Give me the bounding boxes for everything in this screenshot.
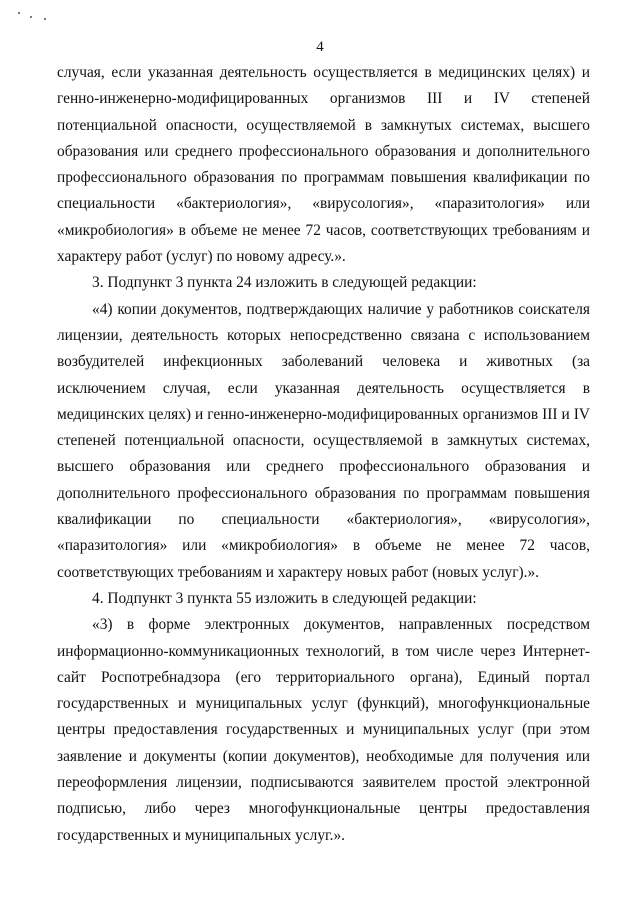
scan-artifact bbox=[18, 10, 48, 22]
document-body bbox=[57, 60, 590, 849]
paragraph-item-4: 4. Подпункт 3 пункта 55 изложить в следующей редакции: bbox=[92, 589, 477, 607]
page-number: 4 bbox=[316, 39, 324, 55]
paragraph-continuation: случая, если указанная деятельность осуществляется в медицинских целях) и генно-инженерно-модифицированных организмов III и IV степеней потенциальной опасности, осуществляемой в замкнутых системах, высшего образования или среднего профессионального образования и дополнительного профессионального образования по программам повышения квалификации по специальности «бактериология», «вирусология», «паразитология» или «микробиология» в объеме не менее 72 часов, соответствующих требованиям и характеру работ (услуг) по новому адресу.». bbox=[57, 64, 590, 266]
paragraph-quote-subitem-4: «4) копии документов, подтверждающих наличие у работников соискателя лицензии, деятельность которых непосредственно связана с использованием возбудителей инфекционных заболеваний человека и животных (за исключением случая, если указанная деятельность осуществляется в медицинских целях) и генно-инженерно-модифицированных организмов III и IV степеней потенциальной опасности, осуществляемой в замкнутых системах, высшего образования или среднего профессионального образования и дополнительного профессионального образования по программам повышения квалификации по специальности «бактериология», «вирусология», «паразитология» или «микробиология» в объеме не менее 72 часов, соответствующих требованиям и характеру новых работ (новых услуг).». bbox=[57, 300, 590, 581]
paragraph-item-3: 3. Подпункт 3 пункта 24 изложить в следующей редакции: bbox=[92, 274, 477, 292]
paragraph-quote-subitem-3: «3) в форме электронных документов, направленных посредством информационно-коммуникационных технологий, в том числе через Интернет-сайт Роспотребнадзора (его территориального органа), Единый портал государственных и муниципальных услуг (функций), многофункциональные центры предоставления государственных и муниципальных услуг (при этом заявление и документы (копии документов), необходимые для получения или переоформления лицензии, подписываются заявителем простой электронной подписью, либо через многофункциональные центры предоставления государственных и муниципальных услуг.». bbox=[57, 616, 590, 844]
